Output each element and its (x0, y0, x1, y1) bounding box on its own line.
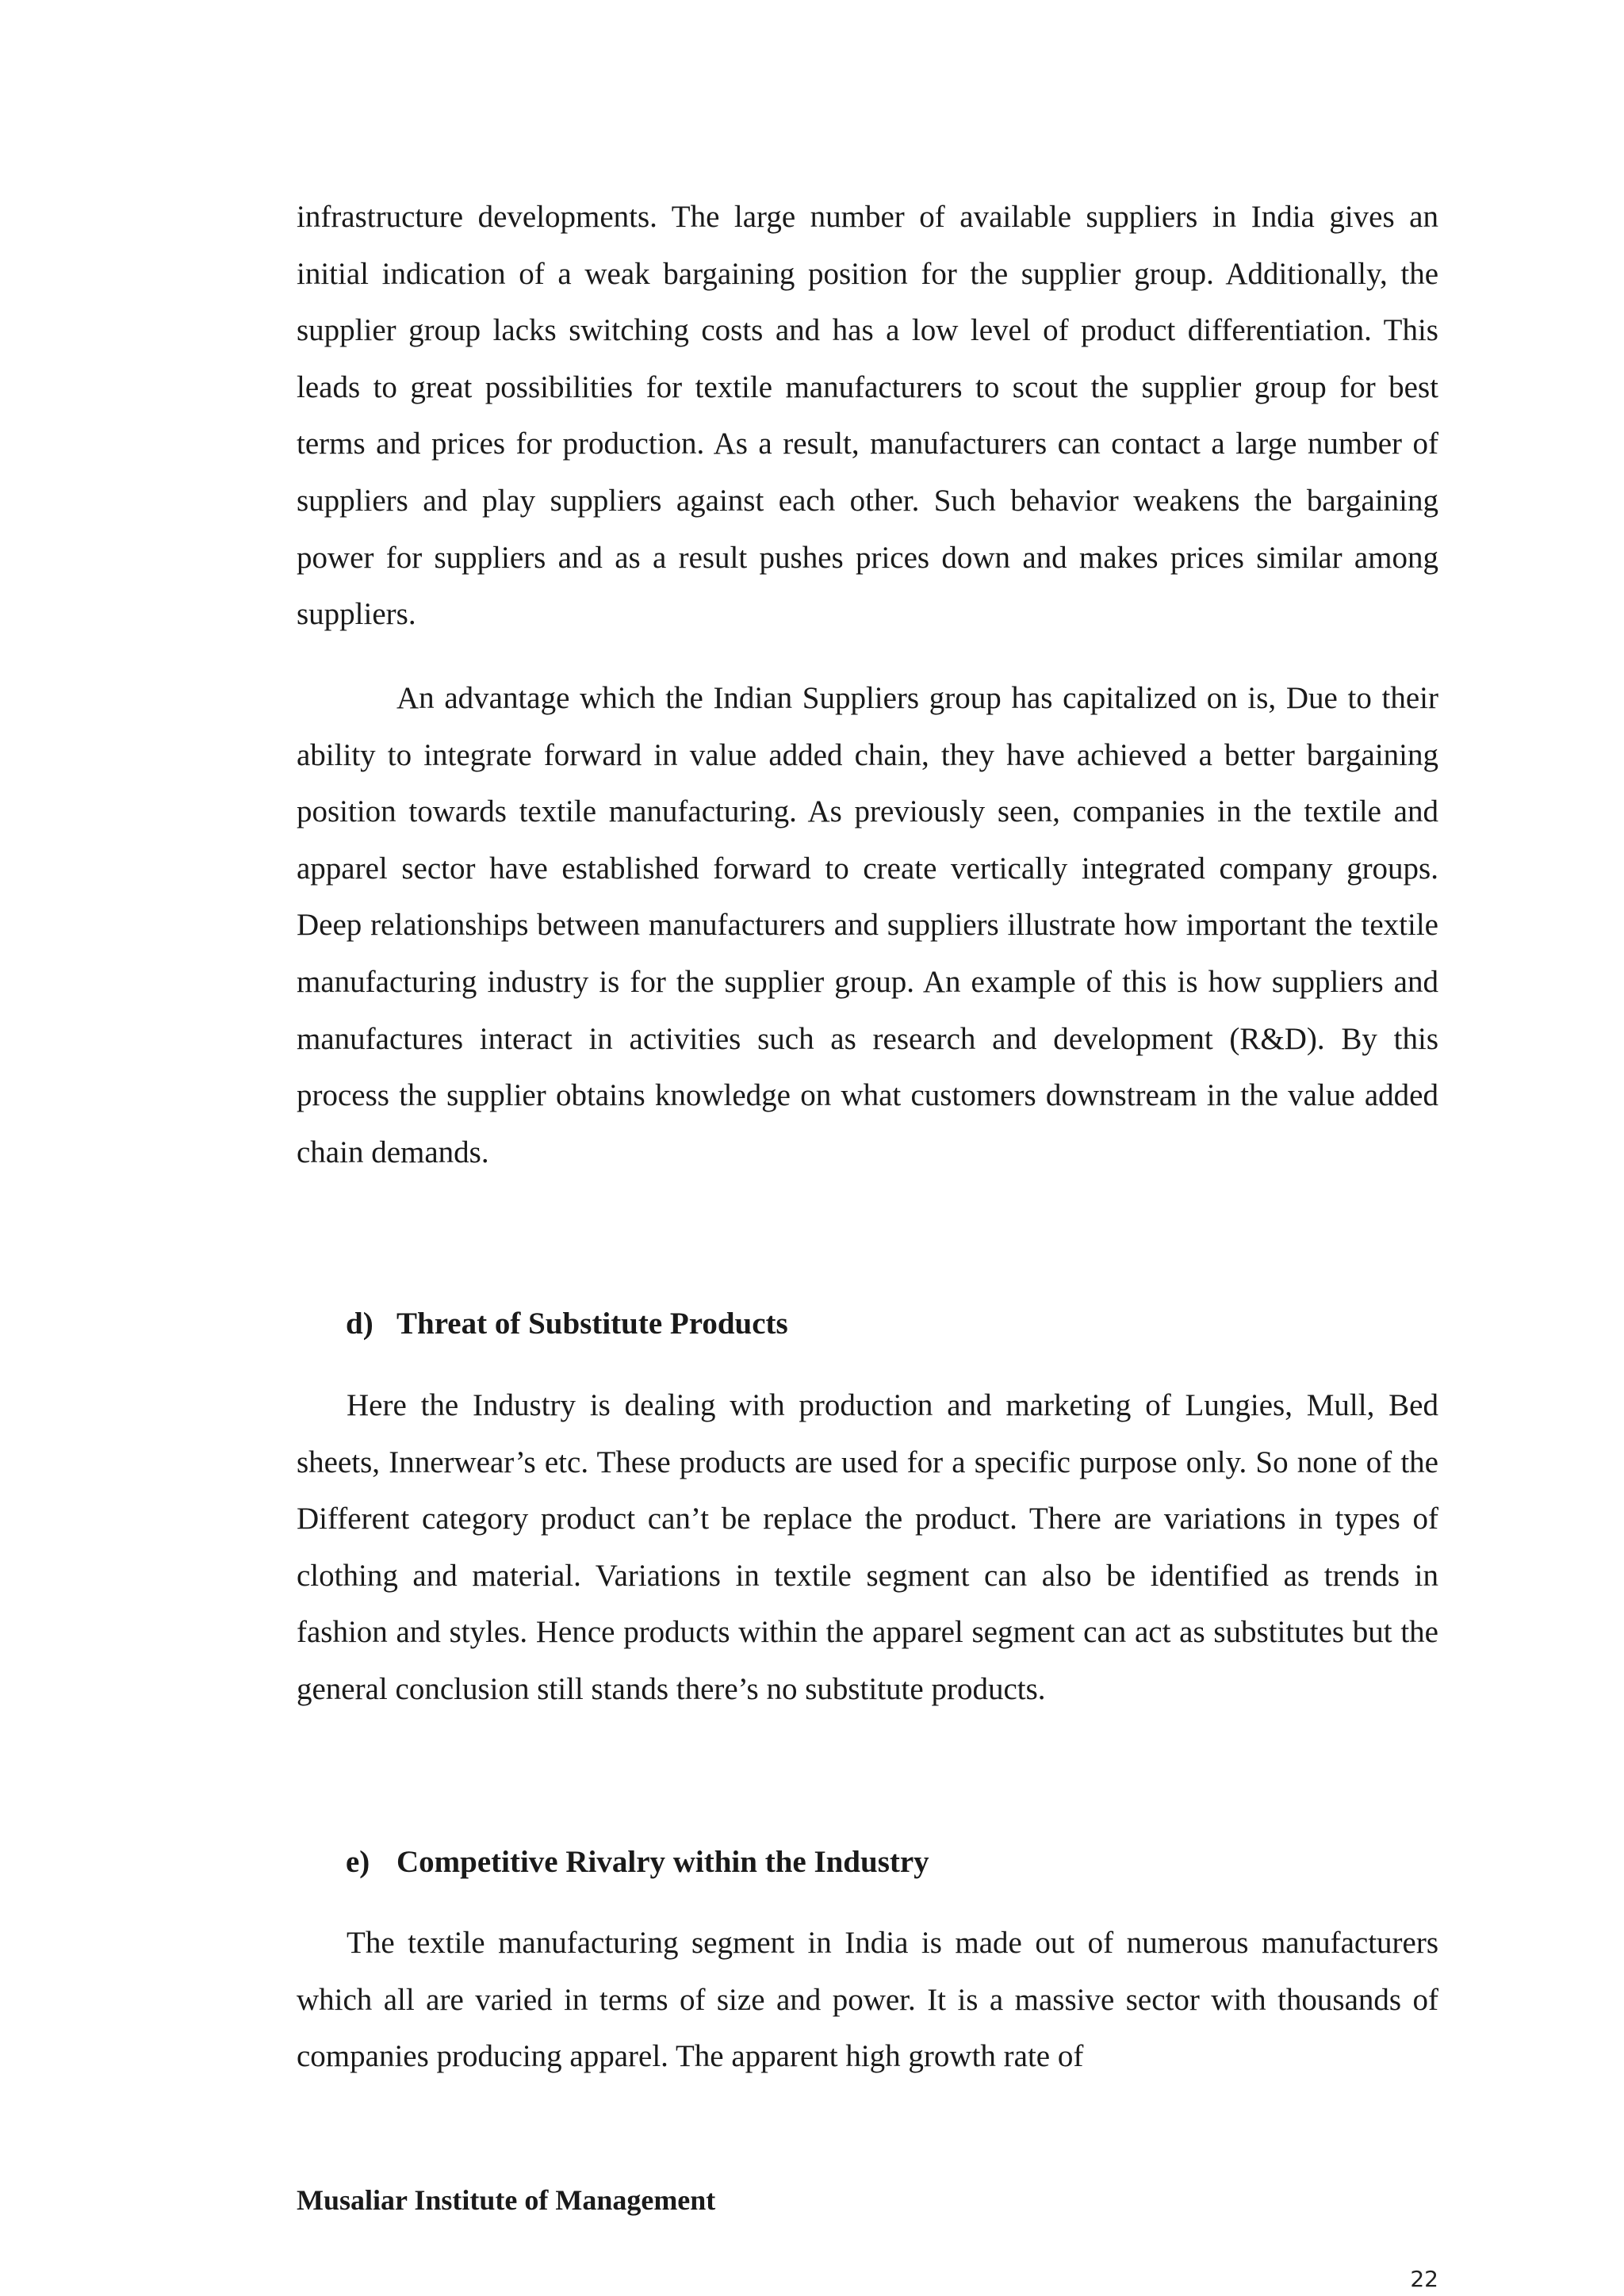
section-marker-d: d) (346, 1307, 373, 1341)
paragraph-supplier-weakness: infrastructure developments. The large number of available suppliers in India gives an initial indication of a weak bargaining position for the supplier group. Additionally, the supplier group lacks switching costs and has a low level of product differentiation. This leads to great possibilities for textile manufacturers to scout the supplier group for best terms and prices for production. As a result, manufacturers can contact a large number of suppliers and play suppliers against each other. Such behavior weakens the bargaining power for suppliers and as a result pushes prices down and makes prices similar among suppliers. (297, 200, 1438, 632)
section-heading-rivalry (346, 1839, 929, 1886)
section-heading-substitutes (346, 1300, 788, 1348)
paragraph-substitutes: Here the Industry is dealing with production and marketing of Lungies, Mull, Bed sheets, Innerwear’s etc. These products are used for a specific purpose only. So none of the Different category product can’t be replace the product. There are variations in types of clothing and material. Variations in textile segment can also be identified as trends in fashion and styles. Hence products within the apparel segment can act as substitutes but the general conclusion still stands there’s no substitute products. (297, 1388, 1438, 1706)
paragraph-supplier-advantage: An advantage which the Indian Suppliers group has capitalized on is, Due to their ability to integrate forward in value added chain, they have achieved a better bargaining position towards textile manufacturing. As previously seen, companies in the textile and apparel sector have established forward to create vertically integrated company groups. Deep relationships between manufacturers and suppliers illustrate how important the textile manufacturing industry is for the supplier group. An example of this is how suppliers and manufactures interact in activities such as research and development (R&D). By this process the supplier obtains knowledge on what customers downstream in the value added chain demands. (297, 681, 1438, 1169)
section-title-rivalry: Competitive Rivalry within the Industry (396, 1845, 929, 1879)
paragraph-rivalry: The textile manufacturing segment in India is made out of numerous manufacturers which all are varied in terms of size and power. It is a massive sector with thousands of companies producing apparel. The apparent high growth rate of (297, 1926, 1438, 2074)
footer-institution: Musaliar Institute of Management (297, 2184, 716, 2216)
section-title-substitutes: Threat of Substitute Products (396, 1307, 788, 1341)
section-marker-e: e) (346, 1845, 370, 1879)
page-number: 22 (1410, 2266, 1438, 2292)
